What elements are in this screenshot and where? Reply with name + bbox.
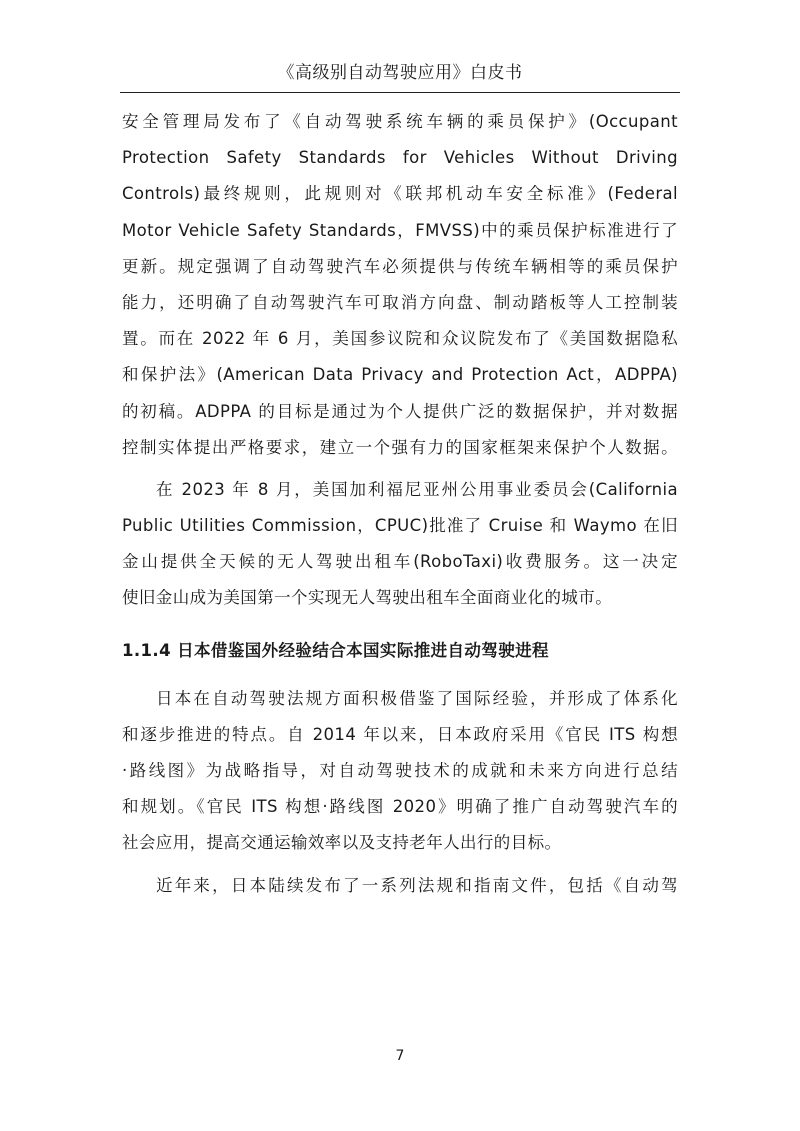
page-body [122,104,678,904]
text-line: 社会应用，提高交通运输效率以及支持老年人出行的目标。 [122,833,562,853]
paragraph [122,868,678,904]
text-line: Public Utilities Commission，CPUC)批准了 Cruise 和 Waymo 在旧 [122,516,678,536]
text-line: 和规划。《官民 ITS 构想·路线图 2020》明确了推广自动驾驶汽车的 [122,797,678,817]
text-line: 和保护法》(American Data Privacy and Protection Act，ADPPA) [122,365,678,385]
paragraph [122,104,678,466]
paragraph [122,472,678,617]
text-line: 安全管理局发布了《自动驾驶系统车辆的乘员保护》(Occupant [122,112,678,131]
text-line: 的初稿。ADPPA 的目标是通过为个人提供广泛的数据保护，并对数据 [122,401,678,421]
text-line: Controls)最终规则，此规则对《联邦机动车安全标准》(Federal [122,184,678,204]
text-line: ·路线图》为战略指导，对自动驾驶技术的成就和未来方向进行总结 [122,761,678,780]
text-line: 使旧金山成为美国第一个实现无人驾驶出租车全面商业化的城市。 [122,588,613,608]
running-header: 《高级别自动驾驶应用》白皮书 [277,63,523,83]
text-line: Motor Vehicle Safety Standards，FMVSS)中的乘员保护标准进行了 [122,220,678,240]
page-number: 7 [395,1048,405,1064]
paragraph [122,681,678,862]
text-line: 在 2023 年 8 月，美国加利福尼亚州公用事业委员会(California [156,479,678,499]
section-heading: 1.1.4 日本借鉴国外经验结合本国实际推进自动驾驶进程 [122,640,549,660]
text-line: 能力，还明确了自动驾驶汽车可取消方向盘、制动踏板等人工控制装 [122,292,678,312]
text-line: 更新。规定强调了自动驾驶汽车必须提供与传统车辆相等的乘员保护 [122,256,678,276]
text-line: 控制实体提出严格要求，建立一个强有力的国家框架来保护个人数据。 [122,437,678,457]
text-line: 金山提供全天候的无人驾驶出租车(RoboTaxi)收费服务。这一决定 [122,552,678,572]
text-line: 和逐步推进的特点。自 2014 年以来，日本政府采用《官民 ITS 构想 [122,724,678,744]
text-line: Protection Safety Standards for Vehicles Without Driving [122,148,678,168]
text-line: 近年来，日本陆续发布了一系列法规和指南文件，包括《自动驾 [156,875,678,895]
header-rule [120,92,680,93]
text-line: 日本在自动驾驶法规方面积极借鉴了国际经验，并形成了体系化 [156,688,678,708]
text-line: 置。而在 2022 年 6 月，美国参议院和众议院发布了《美国数据隐私 [122,329,678,349]
